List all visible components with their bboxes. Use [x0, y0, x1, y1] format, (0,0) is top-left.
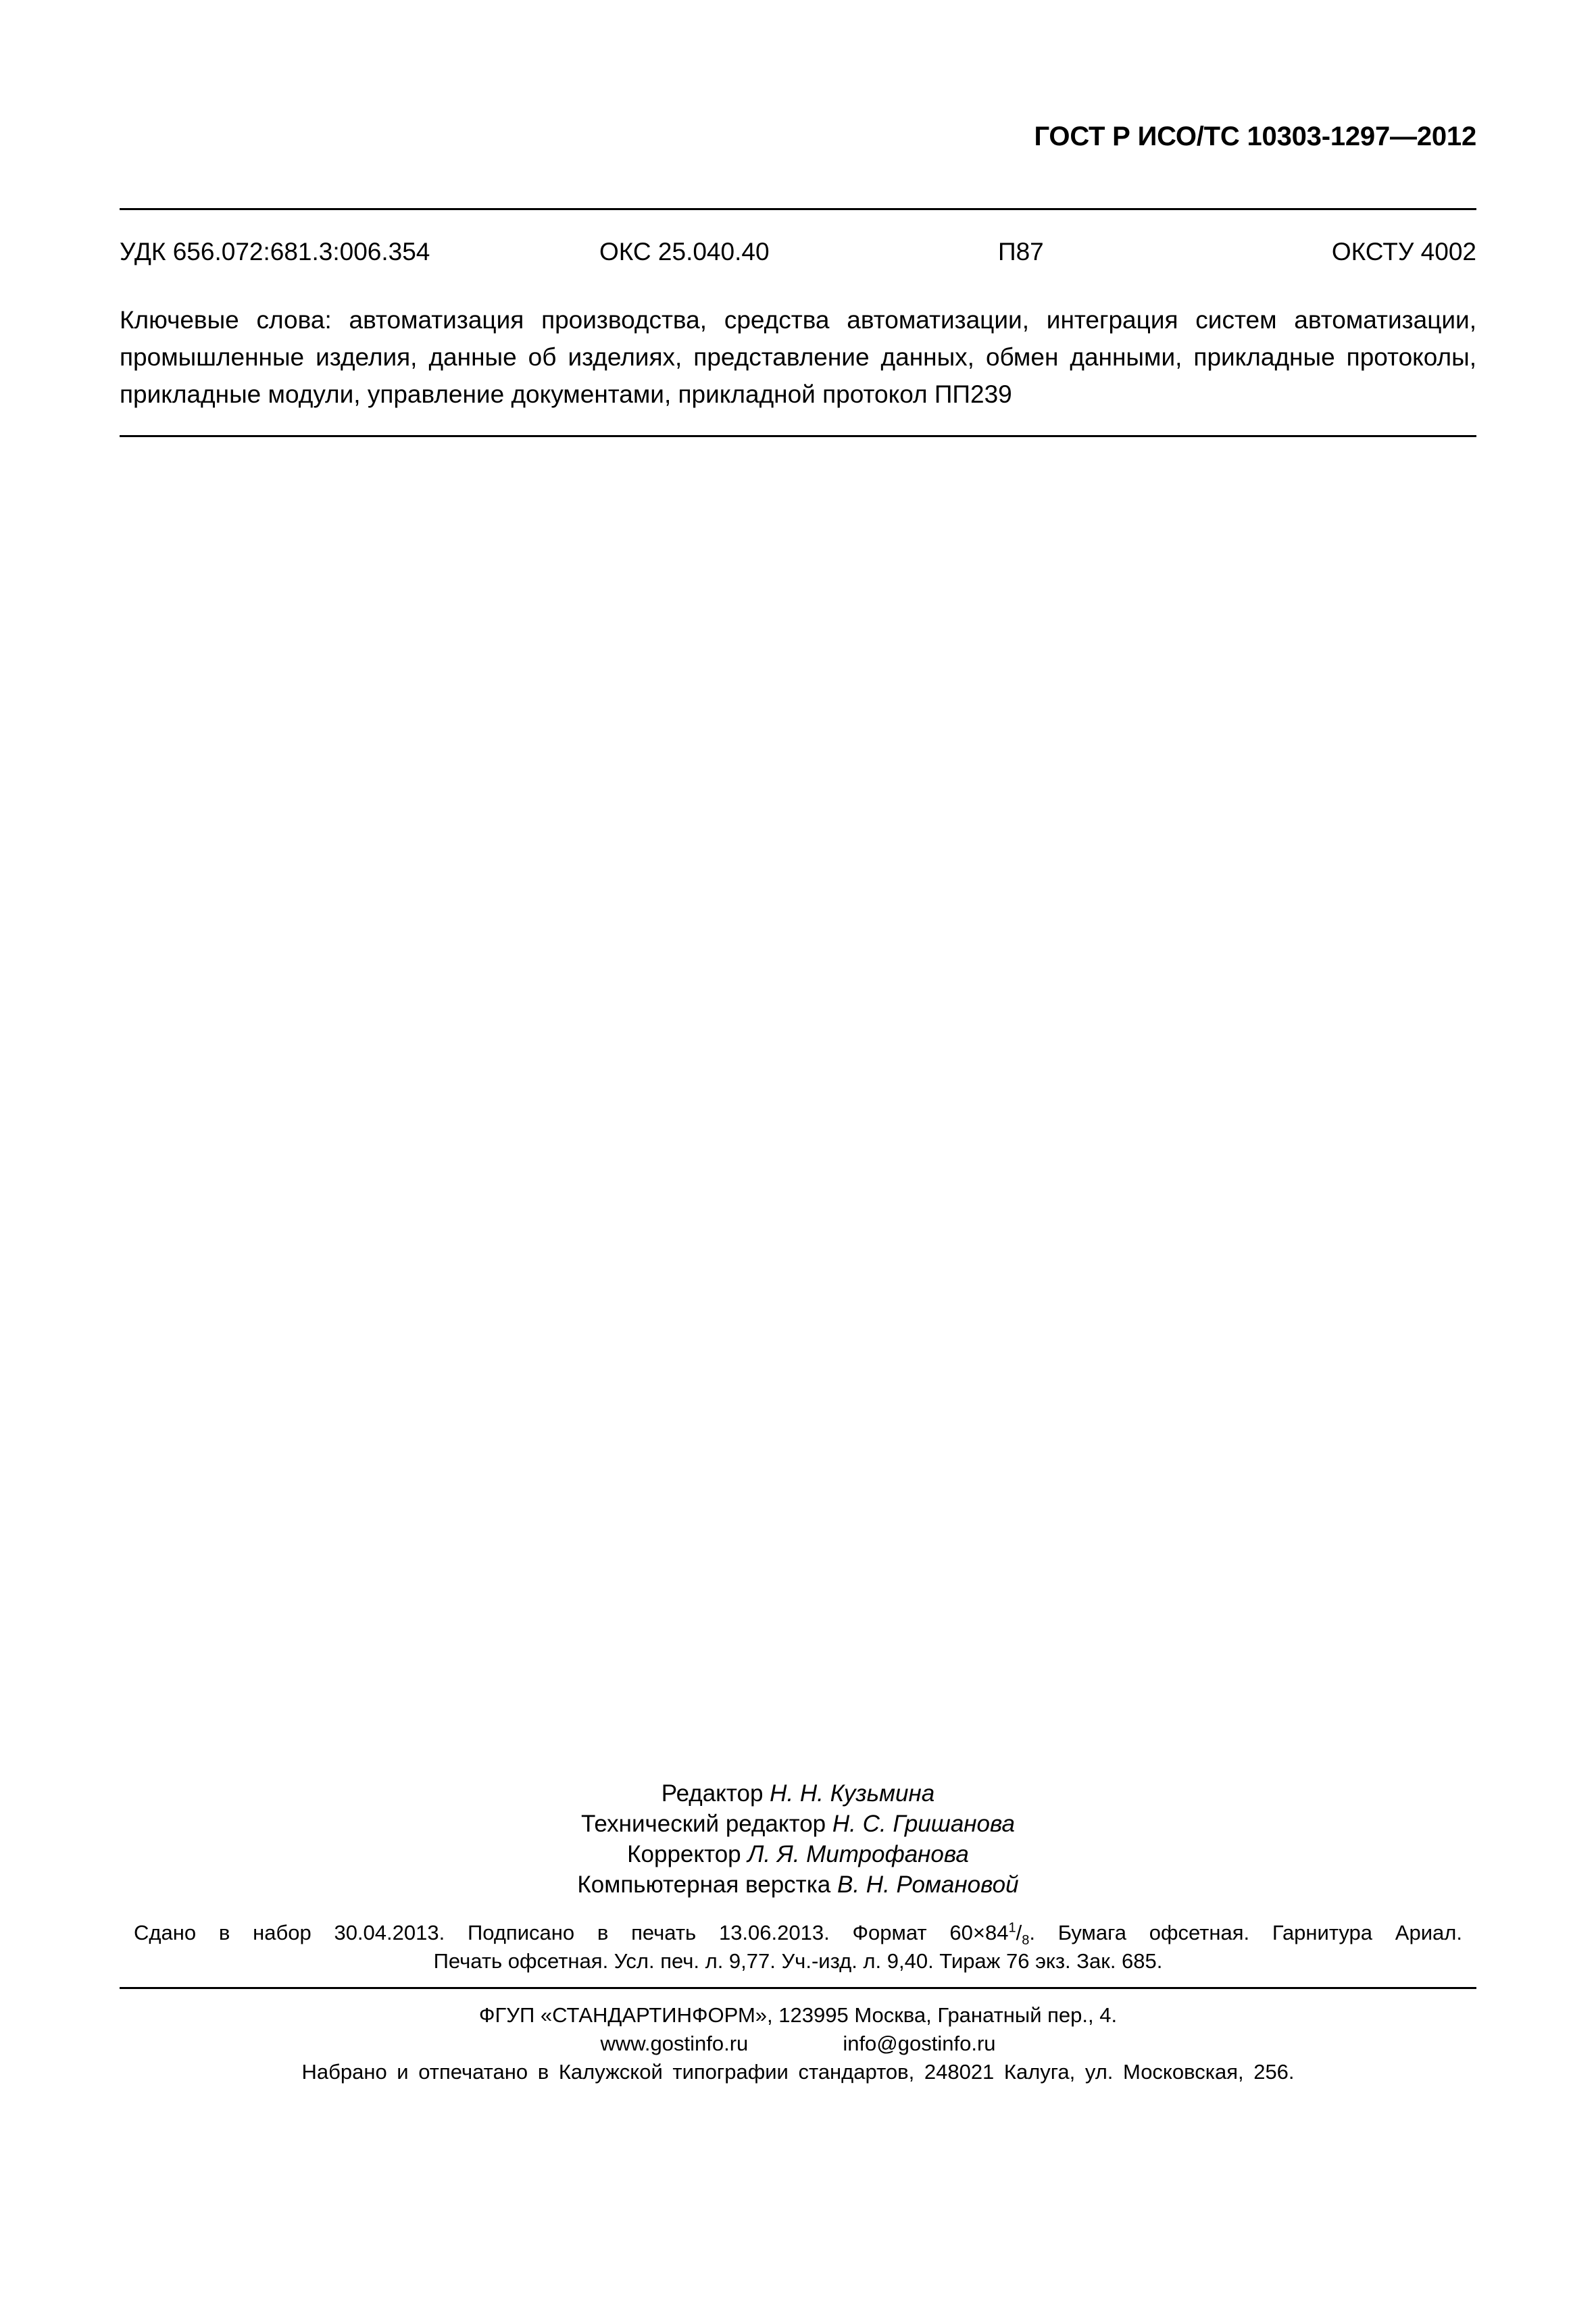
credit-name: Н. С. Гришанова: [832, 1811, 1015, 1837]
udk-code: УДК 656.072:681.3:006.354: [120, 238, 430, 266]
credit-role: Компьютерная верстка: [577, 1871, 831, 1898]
publisher-divider: [120, 1987, 1476, 1989]
publisher-contacts: [120, 2030, 1476, 2058]
credit-role: Корректор: [627, 1841, 741, 1867]
print-info-block: [134, 1919, 1462, 1976]
credit-name: Л. Я. Митрофанова: [747, 1841, 969, 1867]
okstu-code: ОКСТУ 4002: [1331, 238, 1476, 266]
credit-corrector: [120, 1839, 1476, 1869]
credit-tech-editor: [120, 1809, 1476, 1839]
credits-block: [120, 1778, 1476, 1900]
credit-role: Технический редактор: [581, 1811, 826, 1837]
oks-code: ОКС 25.040.40: [599, 238, 770, 266]
format-fraction-numerator: 1: [1008, 1920, 1016, 1936]
credit-layout: [120, 1869, 1476, 1900]
credit-name: Н. Н. Кузьмина: [770, 1780, 935, 1807]
format-fraction-slash: /: [1016, 1921, 1022, 1944]
print-info-line-2: Печать офсетная. Усл. печ. л. 9,77. Уч.-изд. л. 9,40. Тираж 76 экз. Зак. 685.: [433, 1949, 1163, 1973]
publisher-address: ФГУП «СТАНДАРТИНФОРМ», 123995 Москва, Гранатный пер., 4.: [478, 2003, 1118, 2027]
keywords-paragraph: Ключевые слова: автоматизация производства, средства автоматизации, интеграция систем автоматизации, промышленные изделия, данные об изделиях, представление данных, обмен данными, прикладные протоколы, прикладные модули, управление документами, прикладной протокол ПП239: [120, 306, 1476, 408]
print-info-suffix: . Бумага офсетная. Гарнитура Ариал.: [1029, 1921, 1462, 1944]
printing-house: Набрано и отпечатано в Калужской типографии стандартов, 248021 Калуга, ул. Московская, 256.: [301, 2060, 1295, 2084]
classification-codes-row: [120, 238, 1476, 272]
credit-editor: [120, 1778, 1476, 1809]
p-code: П87: [998, 238, 1044, 266]
top-divider: [120, 208, 1476, 210]
credit-role: Редактор: [661, 1780, 764, 1807]
publisher-website-link[interactable]: www.gostinfo.ru: [600, 2032, 749, 2055]
publisher-email-link[interactable]: info@gostinfo.ru: [843, 2032, 996, 2055]
print-info-prefix: Сдано в набор 30.04.2013. Подписано в печать 13.06.2013. Формат 60×84: [134, 1921, 1009, 1944]
format-fraction-denominator: 8: [1022, 1933, 1030, 1948]
keywords-divider: [120, 435, 1476, 437]
credit-name: В. Н. Романовой: [837, 1871, 1019, 1898]
publisher-block: [120, 2001, 1476, 2086]
print-info-line-1: [134, 1919, 1462, 1947]
standard-id-heading: ГОСТ Р ИСО/ТС 10303-1297—2012: [1034, 122, 1476, 151]
